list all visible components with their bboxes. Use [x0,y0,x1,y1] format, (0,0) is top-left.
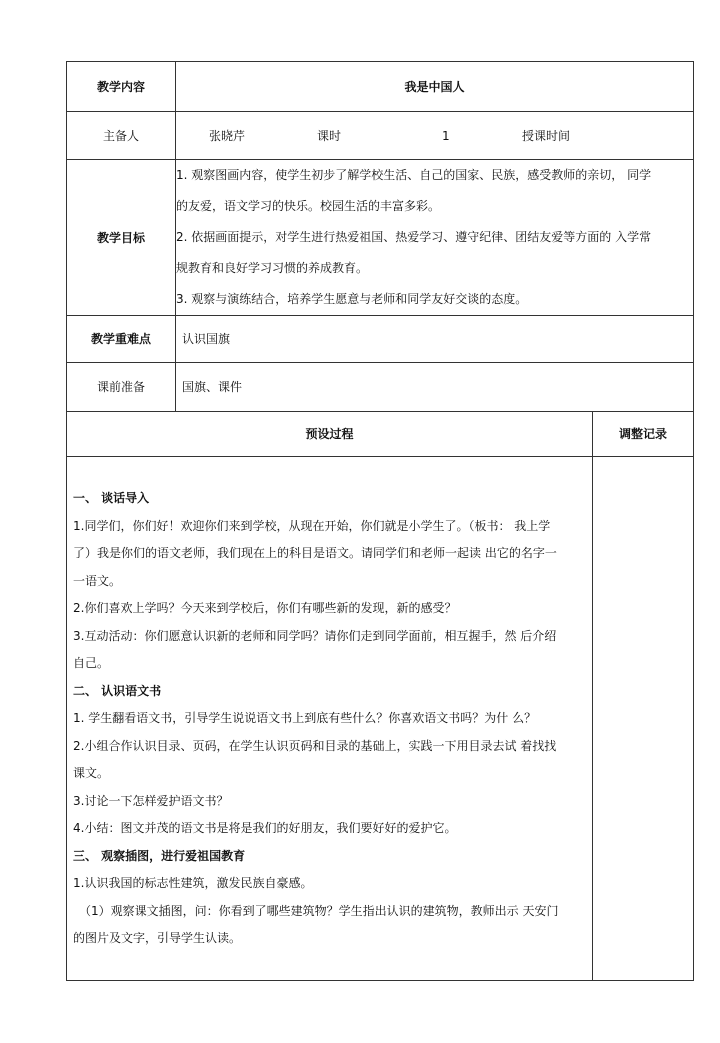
process-label: 预设过程 [67,412,593,457]
process-line: 了）我是你们的语文老师，我们现在上的科目是语文。请同学们和老师一起读 出它的名字一 [73,546,557,560]
goal-line: 2. 依据画面提示，对学生进行热爱祖国、热爱学习、遵守纪律、团结友爱等方面的 入学常 [176,230,652,244]
process-line: 自己。 [73,656,110,670]
process-line: 1.认识我国的标志性建筑，激发民族自豪感。 [73,876,313,890]
prep-label: 课前准备 [67,363,176,412]
process-line: 1. 学生翻看语文书，引导学生说说语文书上到底有些什么？你喜欢语文书吗？为什 么？ [73,711,537,725]
process-line: 4.小结：图文并茂的语文书是将是我们的好朋友，我们要好好的爱护它。 [73,821,457,835]
process-line: 课文。 [73,766,110,780]
goal-line: 规教育和良好学习习惯的养成教育。 [176,261,369,275]
section-heading: 二、 认识语文书 [73,683,162,698]
time-label: 授课时间 [522,128,571,143]
prep-value: 国旗、课件 [176,363,694,412]
process-line: 1.同学们，你们好！欢迎你们来到学校，从现在开始，你们就是小学生了。（板书： 我上学 [73,518,551,533]
period-value: 1 [442,128,450,143]
info-row [67,112,694,160]
goal-line: 3. 观察与演练结合，培养学生愿意与老师和同学友好交谈的态度。 [176,292,528,306]
goal-line: 的友爱，语文学习的快乐。校园生活的丰富多彩。 [176,199,441,213]
process-line: 一语文。 [73,573,122,588]
process-line: 2.小组合作认识目录、页码，在学生认识页码和目录的基础上，实践一下用目录去试 着找找 [73,738,557,753]
section-heading: 一、 谈话导入 [73,491,150,505]
key-points-row [67,316,694,363]
goals-cell [176,160,694,316]
goals-row [67,160,694,316]
process-line: 3.讨论一下怎样爱护语文书？ [73,793,229,808]
period-label: 课时 [317,128,342,143]
title-row [67,62,694,112]
goals-label: 教学目标 [67,160,176,316]
preparer-name: 张晓芹 [209,128,246,143]
info-cell [176,112,694,160]
process-content [67,457,593,981]
content-label: 教学内容 [67,62,176,112]
preparer-label: 主备人 [67,112,176,160]
prep-row [67,363,694,412]
lesson-title: 我是中国人 [176,62,694,112]
process-line: 2.你们喜欢上学吗？今天来到学校后，你们有哪些新的发现，新的感受？ [73,601,457,615]
process-body-row [67,457,694,981]
process-header-row [67,412,694,457]
key-points-label: 教学重难点 [67,316,176,363]
key-points-value: 认识国旗 [176,316,694,363]
process-line: （1）观察课文插图，问：你看到了哪些建筑物？学生指出认识的建筑物，教师出示 天安门 [79,903,559,918]
process-line: 3.互动活动：你们愿意认识新的老师和同学吗？请你们走到同学面前，相互握手，然 后介绍 [73,628,557,643]
section-heading: 三、 观察插图，进行爱祖国教育 [73,848,246,863]
goal-line: 1. 观察图画内容，使学生初步了解学校生活、自己的国家、民族，感受教师的亲切， 同学 [176,168,652,182]
lesson-plan-table [66,61,694,981]
adjust-label: 调整记录 [593,412,694,457]
adjust-notes-cell [593,457,694,981]
process-line: 的图片及文字，引导学生认读。 [73,931,242,945]
